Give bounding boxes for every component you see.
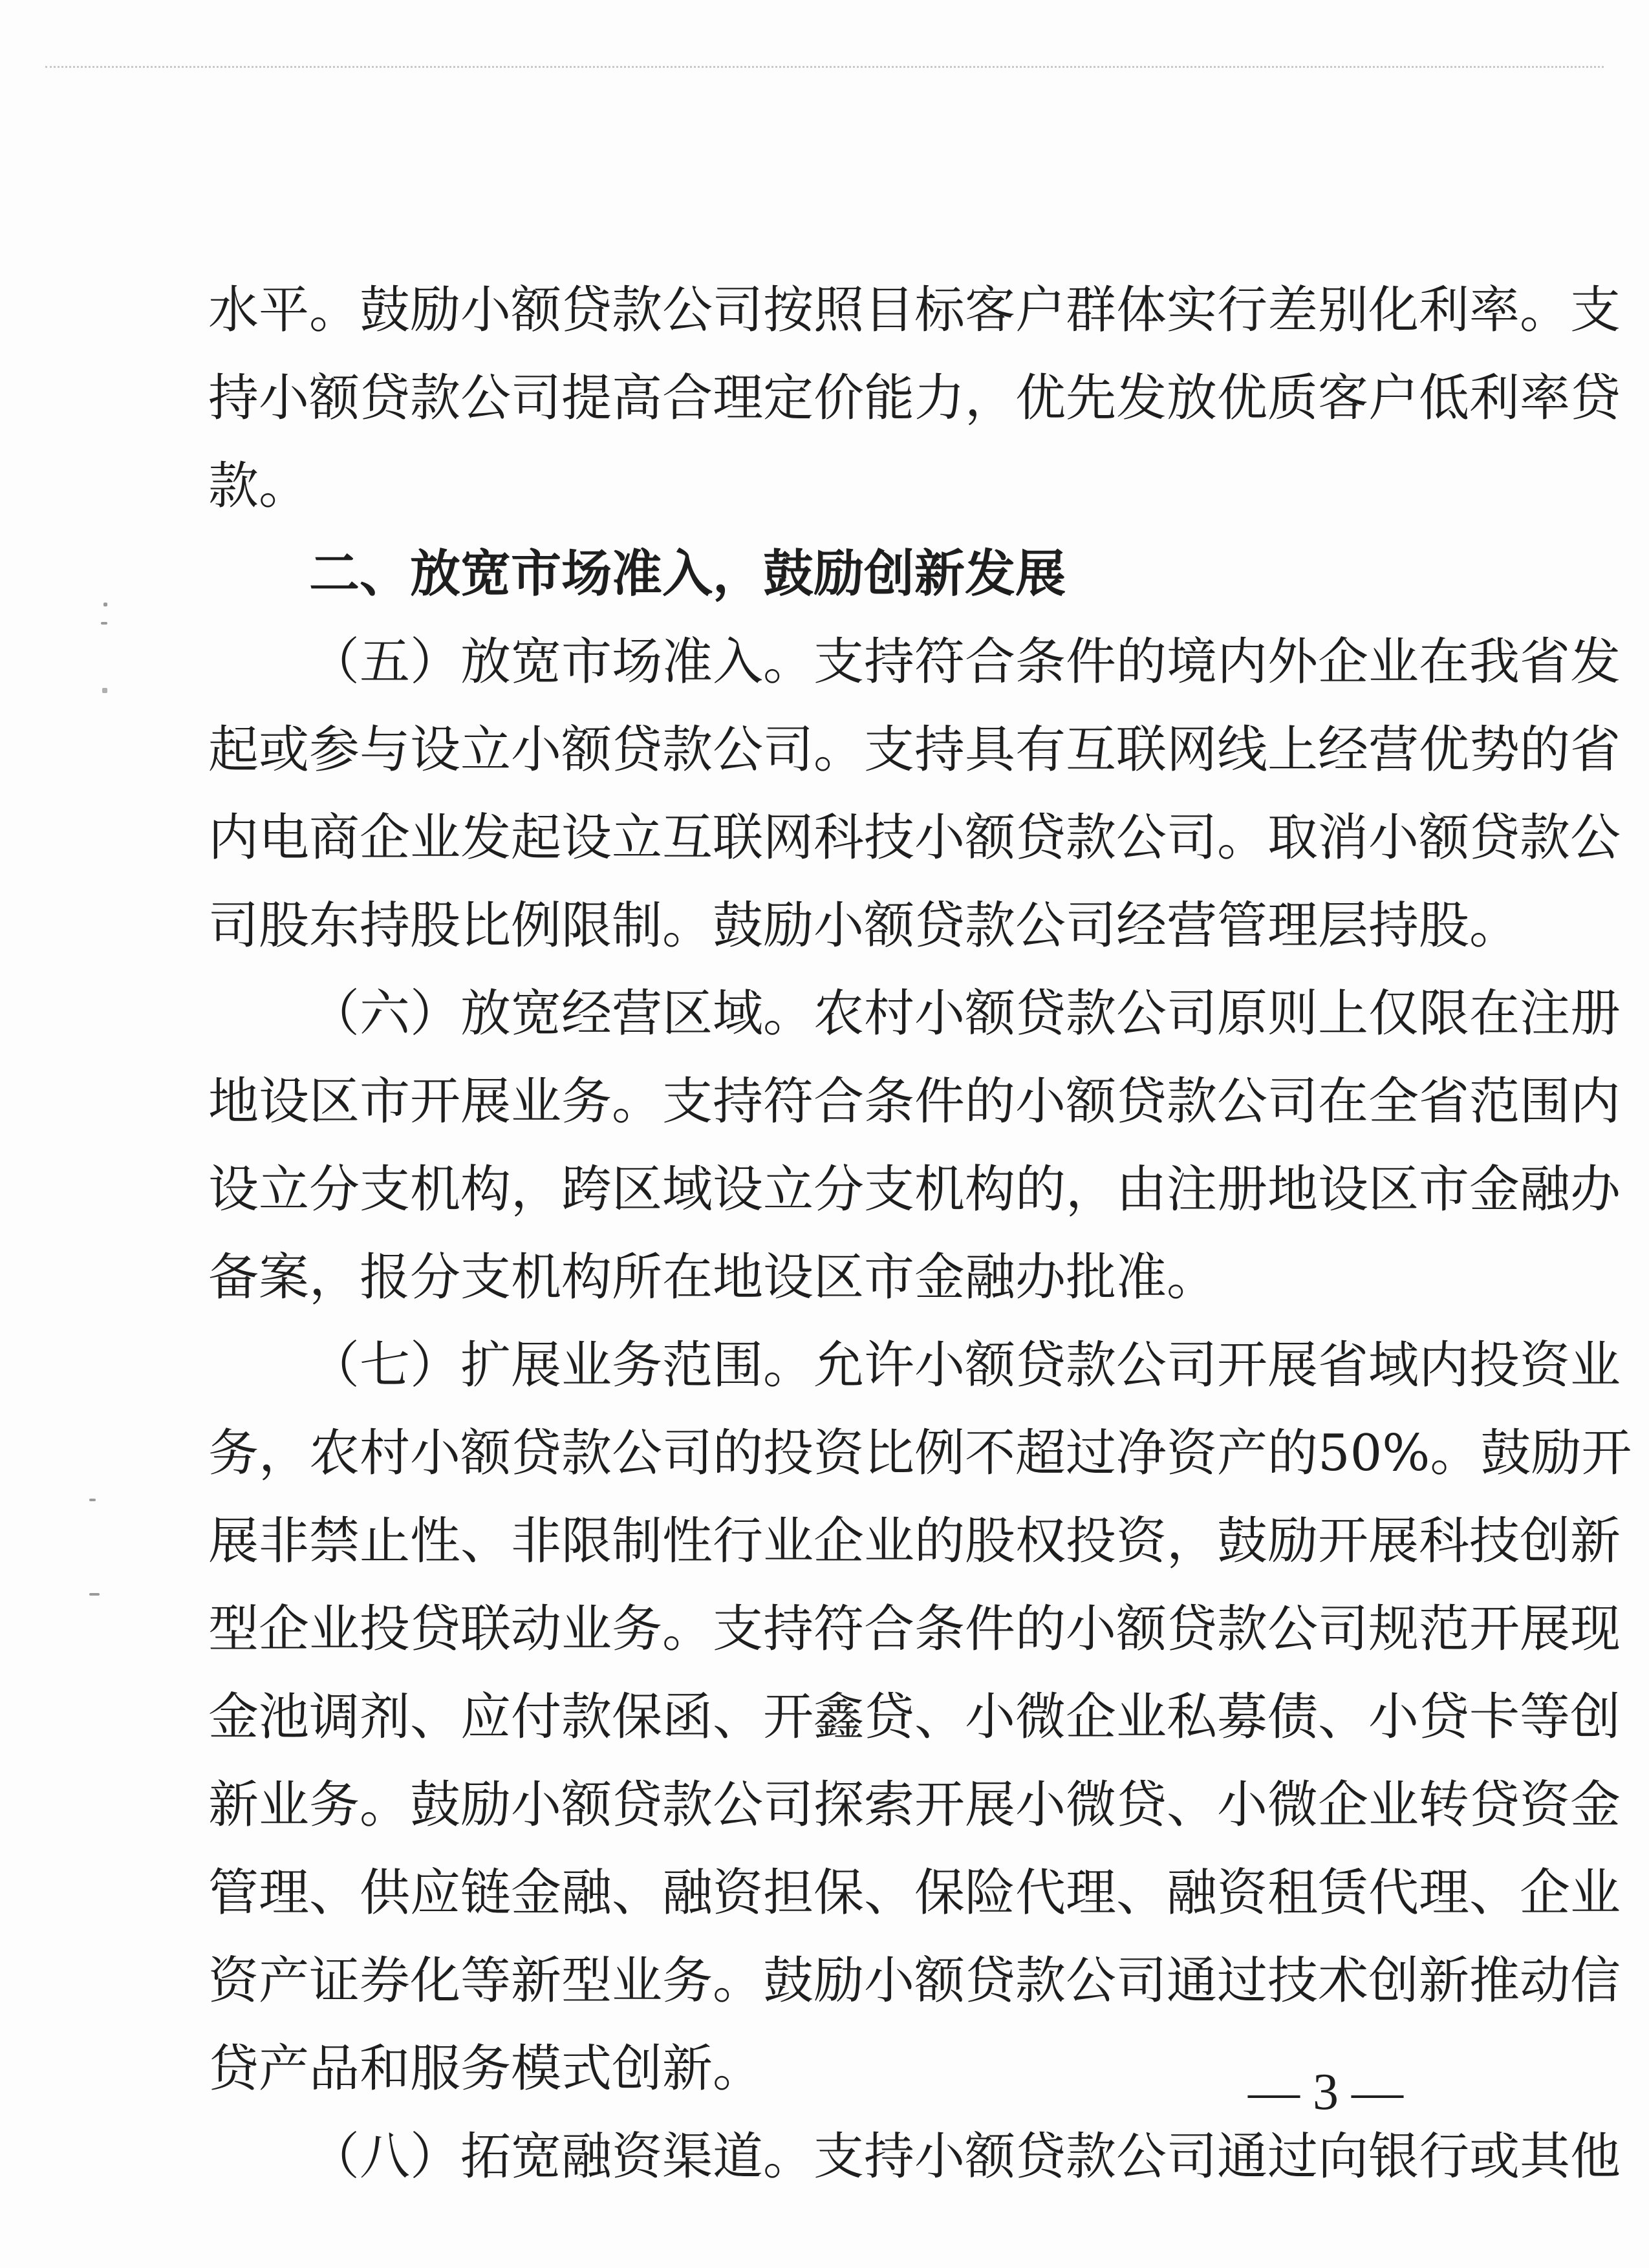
text-line: 水平。鼓励小额贷款公司按照目标客户群体实行差别化利率。支 <box>208 281 1621 339</box>
scan-speck <box>89 1593 100 1596</box>
text-line: 新业务。鼓励小额贷款公司探索开展小微贷、小微企业转贷资金 <box>208 1776 1621 1834</box>
text-line: （八）拓宽融资渠道。支持小额贷款公司通过向银行或其他 <box>309 2128 1621 2186</box>
text-line: 设立分支机构，跨区域设立分支机构的，由注册地设区市金融办 <box>208 1161 1621 1219</box>
text-line: （六）放宽经营区域。农村小额贷款公司原则上仅限在注册 <box>309 985 1621 1043</box>
text-line: 备案，报分支机构所在地设区市金融办批准。 <box>208 1248 1218 1307</box>
text-line: 持小额贷款公司提高合理定价能力，优先发放优质客户低利率贷 <box>208 369 1621 427</box>
text-line: （七）扩展业务范围。允许小额贷款公司开展省域内投资业 <box>309 1336 1621 1395</box>
text-line: 管理、供应链金融、融资担保、保险代理、融资租赁代理、企业 <box>208 1864 1621 1922</box>
text-line: 款。 <box>208 457 310 515</box>
scan-speck <box>103 603 107 606</box>
text-line: 贷产品和服务模式创新。 <box>208 2040 764 2098</box>
text-line: 内电商企业发起设立互联网科技小额贷款公司。取消小额贷款公 <box>208 809 1621 867</box>
text-line: 司股东持股比例限制。鼓励小额贷款公司经营管理层持股。 <box>208 897 1520 955</box>
text-line: 型企业投贷联动业务。支持符合条件的小额贷款公司规范开展现 <box>208 1600 1621 1658</box>
text-line: 务，农村小额贷款公司的投资比例不超过净资产的50%。鼓励开 <box>208 1424 1632 1482</box>
text-line: 展非禁止性、非限制性行业企业的股权投资，鼓励开展科技创新 <box>208 1512 1621 1570</box>
scan-top-edge <box>45 66 1604 68</box>
body-text <box>208 266 1632 2201</box>
scan-speck <box>101 622 107 625</box>
text-line: 金池调剂、应付款保函、开鑫贷、小微企业私募债、小贷卡等创 <box>208 1688 1621 1746</box>
scan-speck <box>89 1499 96 1501</box>
text-line: （五）放宽市场准入。支持符合条件的境内外企业在我省发 <box>309 633 1621 691</box>
text-line: 资产证券化等新型业务。鼓励小额贷款公司通过技术创新推动信 <box>208 1952 1621 2010</box>
page-number: — 3 — <box>1248 2064 1403 2121</box>
scan-speck <box>102 688 107 693</box>
text-line: 起或参与设立小额贷款公司。支持具有互联网线上经营优势的省 <box>208 721 1621 779</box>
section-heading: 二、放宽市场准入，鼓励创新发展 <box>309 545 1066 603</box>
text-line: 地设区市开展业务。支持符合条件的小额贷款公司在全省范围内 <box>208 1073 1621 1131</box>
